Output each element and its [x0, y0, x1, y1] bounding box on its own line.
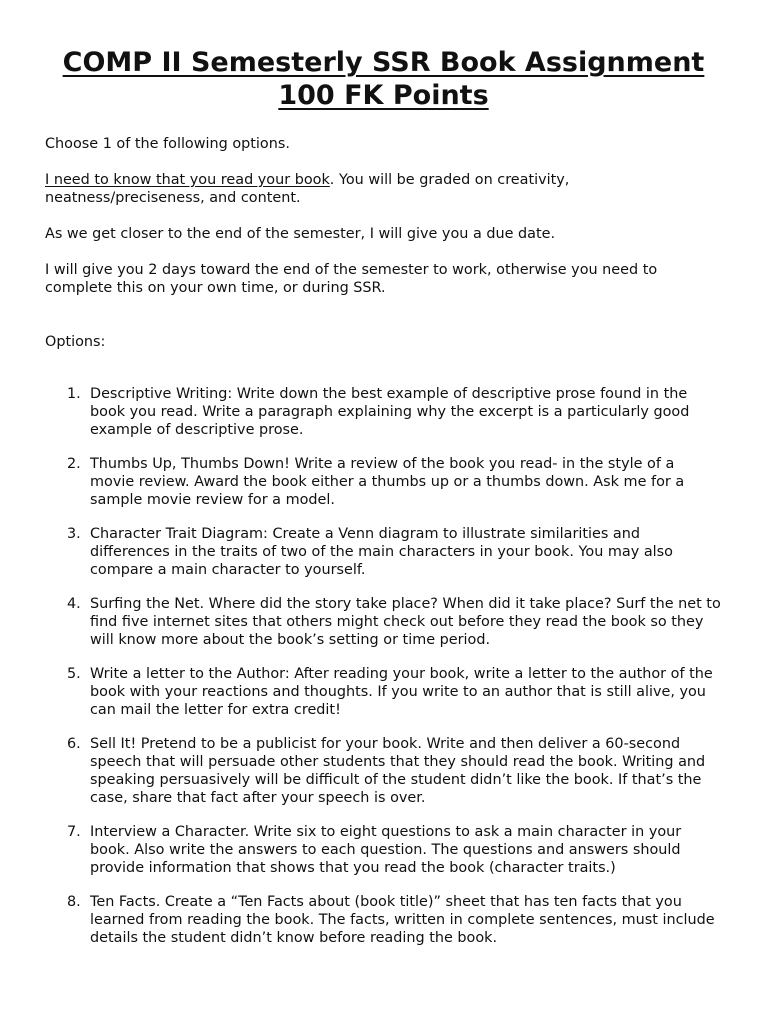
grading-paragraph	[45, 171, 722, 207]
option-number: 3.	[67, 526, 81, 542]
option-text: Surfing the Net. Where did the story take place? When did it take place? Surf the net to find five internet sites that others might check out before they read the book so they will know more about the book’s setting or time period.	[90, 596, 721, 648]
option-number: 1.	[67, 386, 81, 402]
option-item	[45, 823, 722, 877]
option-number: 8.	[67, 894, 81, 910]
due-date-paragraph: As we get closer to the end of the semester, I will give you a due date.	[45, 226, 556, 242]
option-item	[45, 455, 722, 509]
option-item	[45, 595, 722, 649]
document-title	[45, 46, 722, 112]
option-text: Thumbs Up, Thumbs Down! Write a review of the book you read- in the style of a movie review. Award the book either a thumbs up or a thumbs down. Ask me for a sample movie review for a model.	[90, 456, 685, 508]
option-item	[45, 385, 722, 439]
option-number: 4.	[67, 596, 81, 612]
choose-instruction: Choose 1 of the following options.	[45, 136, 290, 152]
option-item	[45, 893, 722, 947]
work-days-paragraph: I will give you 2 days toward the end of the semester to work, otherwise you need to complete this on your own time, or during SSR.	[45, 262, 658, 296]
option-number: 7.	[67, 824, 81, 840]
option-number: 6.	[67, 736, 81, 752]
option-item	[45, 735, 722, 807]
read-book-emphasis: I need to know that you read your book	[45, 172, 330, 188]
option-text: Sell It! Pretend to be a publicist for your book. Write and then deliver a 60-second speech that will persuade other students that they should read the book. Writing and speaking persuasively will be difficult of the student didn’t like the book. If that’s the case, share that fact after your speech is over.	[90, 736, 706, 806]
option-number: 2.	[67, 456, 81, 472]
title-line-2: 100 FK Points	[278, 80, 489, 111]
title-line-1: COMP II Semesterly SSR Book Assignment	[62, 47, 705, 78]
option-text: Ten Facts. Create a “Ten Facts about (book title)” sheet that has ten facts that you learned from reading the book. The facts, written in complete sentences, must include details the student didn’t know before reading the book.	[90, 894, 715, 946]
option-number: 5.	[67, 666, 81, 682]
option-text: Descriptive Writing: Write down the best example of descriptive prose found in the book you read. Write a paragraph explaining why the excerpt is a particularly good example of descriptive prose.	[90, 386, 690, 438]
options-heading: Options:	[45, 334, 106, 350]
option-text: Write a letter to the Author: After reading your book, write a letter to the author of the book with your reactions and thoughts. If you write to an author that is still alive, you can mail the letter for extra credit!	[90, 666, 713, 718]
grading-criteria: . You will be graded on creativity, neatness/preciseness, and content.	[45, 172, 570, 206]
option-text: Character Trait Diagram: Create a Venn diagram to illustrate similarities and differences in the traits of two of the main characters in your book. You may also compare a main character to yourself.	[90, 526, 673, 578]
option-item	[45, 665, 722, 719]
option-item	[45, 525, 722, 579]
options-list	[45, 385, 722, 947]
option-text: Interview a Character. Write six to eight questions to ask a main character in your book. Also write the answers to each question. The questions and answers should provide information that shows that you read the book (character traits.)	[90, 824, 682, 876]
